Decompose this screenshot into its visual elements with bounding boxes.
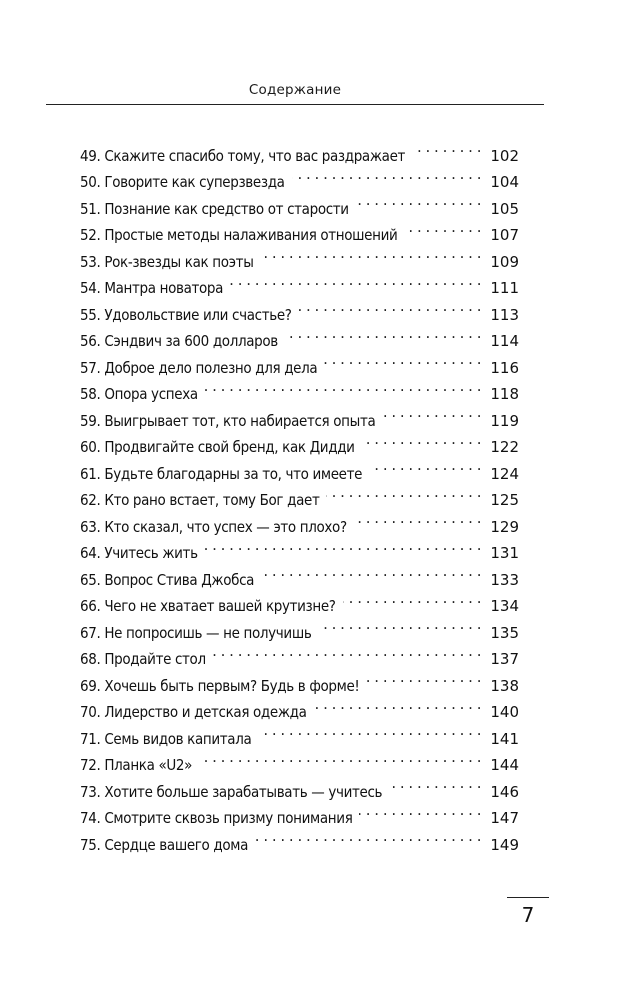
toc-entry-page: 114 bbox=[490, 332, 519, 350]
toc-entry-title: 53. Рок-звезды как поэты bbox=[80, 252, 254, 271]
toc-entry-title: 71. Семь видов капитала bbox=[80, 729, 252, 748]
dot-leader bbox=[326, 479, 481, 506]
toc-entry-title: 70. Лидерство и детская одежда bbox=[80, 703, 307, 721]
table-of-contents bbox=[80, 134, 519, 854]
dot-leader bbox=[213, 638, 481, 665]
toc-entry-title: 75. Сердце вашего дома bbox=[80, 835, 248, 854]
toc-entry-page: 111 bbox=[490, 279, 519, 297]
dot-leader bbox=[389, 770, 481, 797]
toc-entry-page: 140 bbox=[490, 703, 519, 721]
toc-entry-title: 69. Хочешь быть первым? Будь в форме! bbox=[80, 676, 360, 695]
toc-entry-page: 137 bbox=[490, 650, 519, 668]
running-header: Содержание bbox=[248, 82, 342, 98]
dot-leader bbox=[366, 664, 481, 691]
toc-entry-page: 105 bbox=[490, 199, 519, 218]
toc-entry-page: 107 bbox=[490, 226, 519, 244]
toc-entry-page: 125 bbox=[490, 491, 519, 509]
dot-leader bbox=[205, 532, 481, 559]
toc-entry bbox=[80, 134, 519, 165]
dot-leader bbox=[362, 426, 481, 453]
dot-leader bbox=[318, 611, 481, 638]
toc-entry-page: 134 bbox=[490, 597, 519, 615]
toc-entry-title: 68. Продайте стол bbox=[80, 650, 206, 668]
dot-leader bbox=[314, 691, 481, 718]
toc-entry-page: 113 bbox=[490, 305, 519, 324]
dot-leader bbox=[343, 585, 481, 612]
dot-leader bbox=[404, 214, 481, 241]
toc-entry-title: 65. Вопрос Стива Джобса bbox=[80, 570, 255, 589]
dot-leader bbox=[230, 267, 481, 294]
dot-leader bbox=[382, 399, 481, 426]
header-divider bbox=[46, 104, 544, 105]
toc-entry-page: 133 bbox=[490, 570, 519, 589]
dot-leader bbox=[205, 373, 481, 400]
dot-leader bbox=[255, 823, 481, 850]
toc-entry-title: 64. Учитесь жить bbox=[80, 544, 198, 562]
toc-entry-title: 59. Выигрывает тот, кто набирается опыта bbox=[80, 411, 376, 430]
toc-entry-title: 55. Удовольствие или счастье? bbox=[80, 305, 292, 324]
toc-entry-title: 58. Опора успеха bbox=[80, 385, 198, 403]
toc-entry-title: 62. Кто рано встает, тому Бог дает bbox=[80, 491, 320, 509]
toc-entry-page: 116 bbox=[490, 358, 519, 377]
toc-entry-page: 109 bbox=[490, 252, 519, 271]
toc-entry-page: 104 bbox=[490, 173, 519, 191]
dot-leader bbox=[354, 505, 481, 532]
toc-entry-title: 50. Говорите как суперзвезда bbox=[80, 173, 285, 191]
toc-entry-title: 49. Скажите спасибо тому, что вас раздражает bbox=[80, 146, 406, 165]
footer-divider bbox=[507, 897, 549, 898]
toc-entry-page: 141 bbox=[490, 729, 519, 748]
toc-entry-page: 147 bbox=[490, 809, 519, 827]
dot-leader bbox=[369, 452, 481, 479]
toc-entry-title: 61. Будьте благодарны за то, что имеете bbox=[80, 464, 363, 483]
toc-entry-page: 146 bbox=[490, 782, 519, 801]
toc-entry-title: 73. Хотите больше зарабатывать — учитесь bbox=[80, 782, 383, 801]
dot-leader bbox=[199, 744, 481, 771]
toc-entry-page: 138 bbox=[490, 676, 519, 695]
toc-entry-page: 102 bbox=[490, 146, 519, 165]
dot-leader bbox=[258, 717, 481, 744]
toc-entry-title: 51. Познание как средство от старости bbox=[80, 199, 349, 218]
toc-entry-page: 122 bbox=[490, 438, 519, 456]
toc-entry-page: 131 bbox=[490, 544, 519, 562]
toc-entry-page: 118 bbox=[490, 385, 519, 403]
dot-leader bbox=[285, 320, 481, 347]
page-number: 7 bbox=[521, 903, 535, 927]
toc-entry-page: 149 bbox=[490, 835, 519, 854]
dot-leader bbox=[292, 161, 481, 188]
dot-leader bbox=[261, 558, 481, 585]
toc-entry-title: 72. Планка «U2» bbox=[80, 756, 193, 774]
toc-entry-title: 54. Мантра новатора bbox=[80, 279, 224, 297]
toc-entry-title: 52. Простые методы налаживания отношений bbox=[80, 226, 398, 244]
toc-entry-page: 124 bbox=[490, 464, 519, 483]
dot-leader bbox=[412, 134, 481, 161]
toc-entry-title: 74. Смотрите сквозь призму понимания bbox=[80, 809, 353, 827]
toc-entry-title: 56. Сэндвич за 600 долларов bbox=[80, 332, 278, 350]
toc-entry-page: 119 bbox=[490, 411, 519, 430]
toc-entry-title: 67. Не попросишь — не получишь bbox=[80, 623, 312, 642]
dot-leader bbox=[261, 240, 482, 267]
dot-leader bbox=[356, 187, 481, 214]
dot-leader bbox=[299, 293, 481, 320]
dot-leader bbox=[359, 797, 481, 824]
toc-entry-title: 60. Продвигайте свой бренд, как Дидди bbox=[80, 438, 355, 456]
toc-entry-page: 135 bbox=[490, 623, 519, 642]
toc-entry-page: 144 bbox=[490, 756, 519, 774]
dot-leader bbox=[324, 346, 481, 373]
toc-entry-title: 57. Доброе дело полезно для дела bbox=[80, 358, 318, 377]
toc-entry-title: 66. Чего не хватает вашей крутизне? bbox=[80, 597, 336, 615]
toc-entry-title: 63. Кто сказал, что успех — это плохо? bbox=[80, 517, 347, 536]
toc-entry-page: 129 bbox=[490, 517, 519, 536]
